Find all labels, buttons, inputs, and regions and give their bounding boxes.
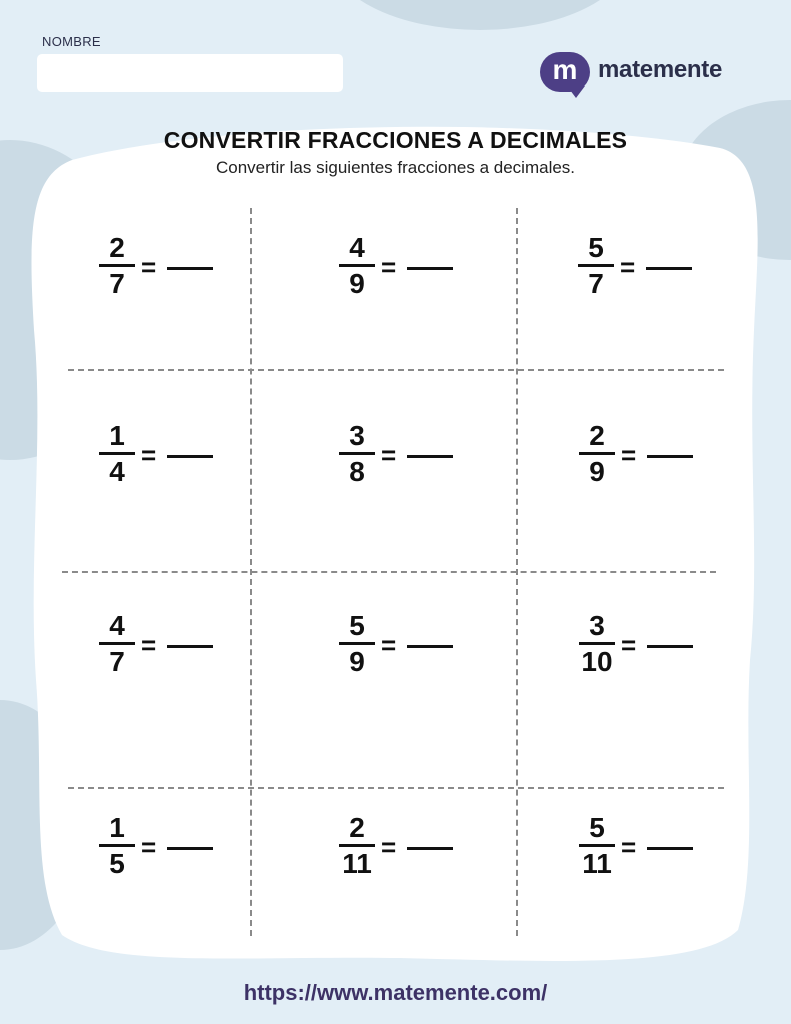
fraction-bar — [579, 844, 615, 847]
fraction-problem — [339, 813, 479, 893]
fraction — [99, 813, 135, 879]
equals-sign: = — [621, 440, 637, 470]
fraction-bar — [579, 642, 615, 645]
fraction-problem — [579, 611, 719, 691]
equals-sign: = — [381, 630, 397, 660]
denominator: 5 — [109, 848, 125, 879]
fraction-bar — [339, 452, 375, 455]
fraction-problem — [99, 233, 239, 313]
fraction-bar — [99, 452, 135, 455]
numerator: 3 — [349, 420, 365, 451]
answer-blank[interactable] — [646, 267, 692, 270]
answer-blank[interactable] — [407, 645, 453, 648]
fraction — [99, 421, 135, 487]
denominator: 9 — [589, 456, 605, 487]
fraction-bar — [579, 452, 615, 455]
fraction-problem — [579, 421, 719, 501]
equals-sign: = — [141, 252, 157, 282]
numerator: 3 — [589, 610, 605, 641]
fraction — [578, 233, 614, 299]
denominator: 9 — [349, 268, 365, 299]
denominator: 10 — [581, 646, 613, 677]
denominator: 11 — [582, 848, 612, 879]
fraction — [579, 813, 615, 879]
answer-blank[interactable] — [167, 847, 213, 850]
fraction-problem — [339, 421, 479, 501]
fraction — [339, 611, 375, 677]
answer-blank[interactable] — [647, 645, 693, 648]
fraction — [579, 611, 615, 677]
name-label: NOMBRE — [42, 34, 101, 49]
answer-blank[interactable] — [167, 645, 213, 648]
equals-sign: = — [381, 252, 397, 282]
fraction — [99, 611, 135, 677]
equals-sign: = — [141, 630, 157, 660]
denominator: 11 — [342, 848, 372, 879]
denominator: 4 — [109, 456, 125, 487]
fraction-bar — [99, 642, 135, 645]
equals-sign: = — [621, 630, 637, 660]
fraction-problem — [99, 813, 239, 893]
logo-letter: m — [552, 54, 578, 85]
equals-sign: = — [620, 252, 636, 282]
fraction — [339, 233, 375, 299]
denominator: 8 — [349, 456, 365, 487]
numerator: 1 — [109, 420, 125, 451]
numerator: 5 — [349, 610, 365, 641]
numerator: 2 — [109, 232, 125, 263]
equals-sign: = — [621, 832, 637, 862]
denominator: 9 — [349, 646, 365, 677]
fraction-problem — [579, 813, 719, 893]
fraction-problem — [578, 233, 718, 313]
equals-sign: = — [141, 832, 157, 862]
answer-blank[interactable] — [407, 847, 453, 850]
answer-blank[interactable] — [647, 455, 693, 458]
fraction-bar — [578, 264, 614, 267]
numerator: 5 — [588, 232, 604, 263]
fraction — [579, 421, 615, 487]
numerator: 4 — [109, 610, 125, 641]
grid-divider-horizontal-1 — [68, 369, 724, 371]
denominator: 7 — [588, 268, 604, 299]
fraction — [339, 813, 375, 879]
footer-url-link[interactable]: https://www.matemente.com/ — [243, 980, 548, 1005]
fraction-problem — [339, 233, 479, 313]
logo-text: matemente — [598, 56, 723, 83]
fraction-bar — [339, 264, 375, 267]
answer-blank[interactable] — [647, 847, 693, 850]
numerator: 5 — [589, 812, 605, 843]
worksheet-subtitle: Convertir las siguientes fracciones a decimales. — [215, 158, 576, 177]
denominator: 7 — [109, 268, 125, 299]
grid-divider-horizontal-3 — [68, 787, 724, 789]
equals-sign: = — [381, 832, 397, 862]
grid-divider-horizontal-2 — [62, 571, 716, 573]
numerator: 1 — [109, 812, 125, 843]
fraction — [339, 421, 375, 487]
fraction-bar — [339, 844, 375, 847]
fraction-problem — [99, 421, 239, 501]
numerator: 2 — [349, 812, 365, 843]
fraction-bar — [99, 264, 135, 267]
answer-blank[interactable] — [167, 267, 213, 270]
equals-sign: = — [141, 440, 157, 470]
answer-blank[interactable] — [407, 455, 453, 458]
fraction-bar — [99, 844, 135, 847]
denominator: 7 — [109, 646, 125, 677]
fraction-problem — [99, 611, 239, 691]
answer-blank[interactable] — [167, 455, 213, 458]
fraction-problem — [339, 611, 479, 691]
numerator: 2 — [589, 420, 605, 451]
fraction — [99, 233, 135, 299]
numerator: 4 — [349, 232, 365, 263]
equals-sign: = — [381, 440, 397, 470]
answer-blank[interactable] — [407, 267, 453, 270]
worksheet-title: CONVERTIR FRACCIONES A DECIMALES — [163, 127, 628, 153]
fraction-bar — [339, 642, 375, 645]
